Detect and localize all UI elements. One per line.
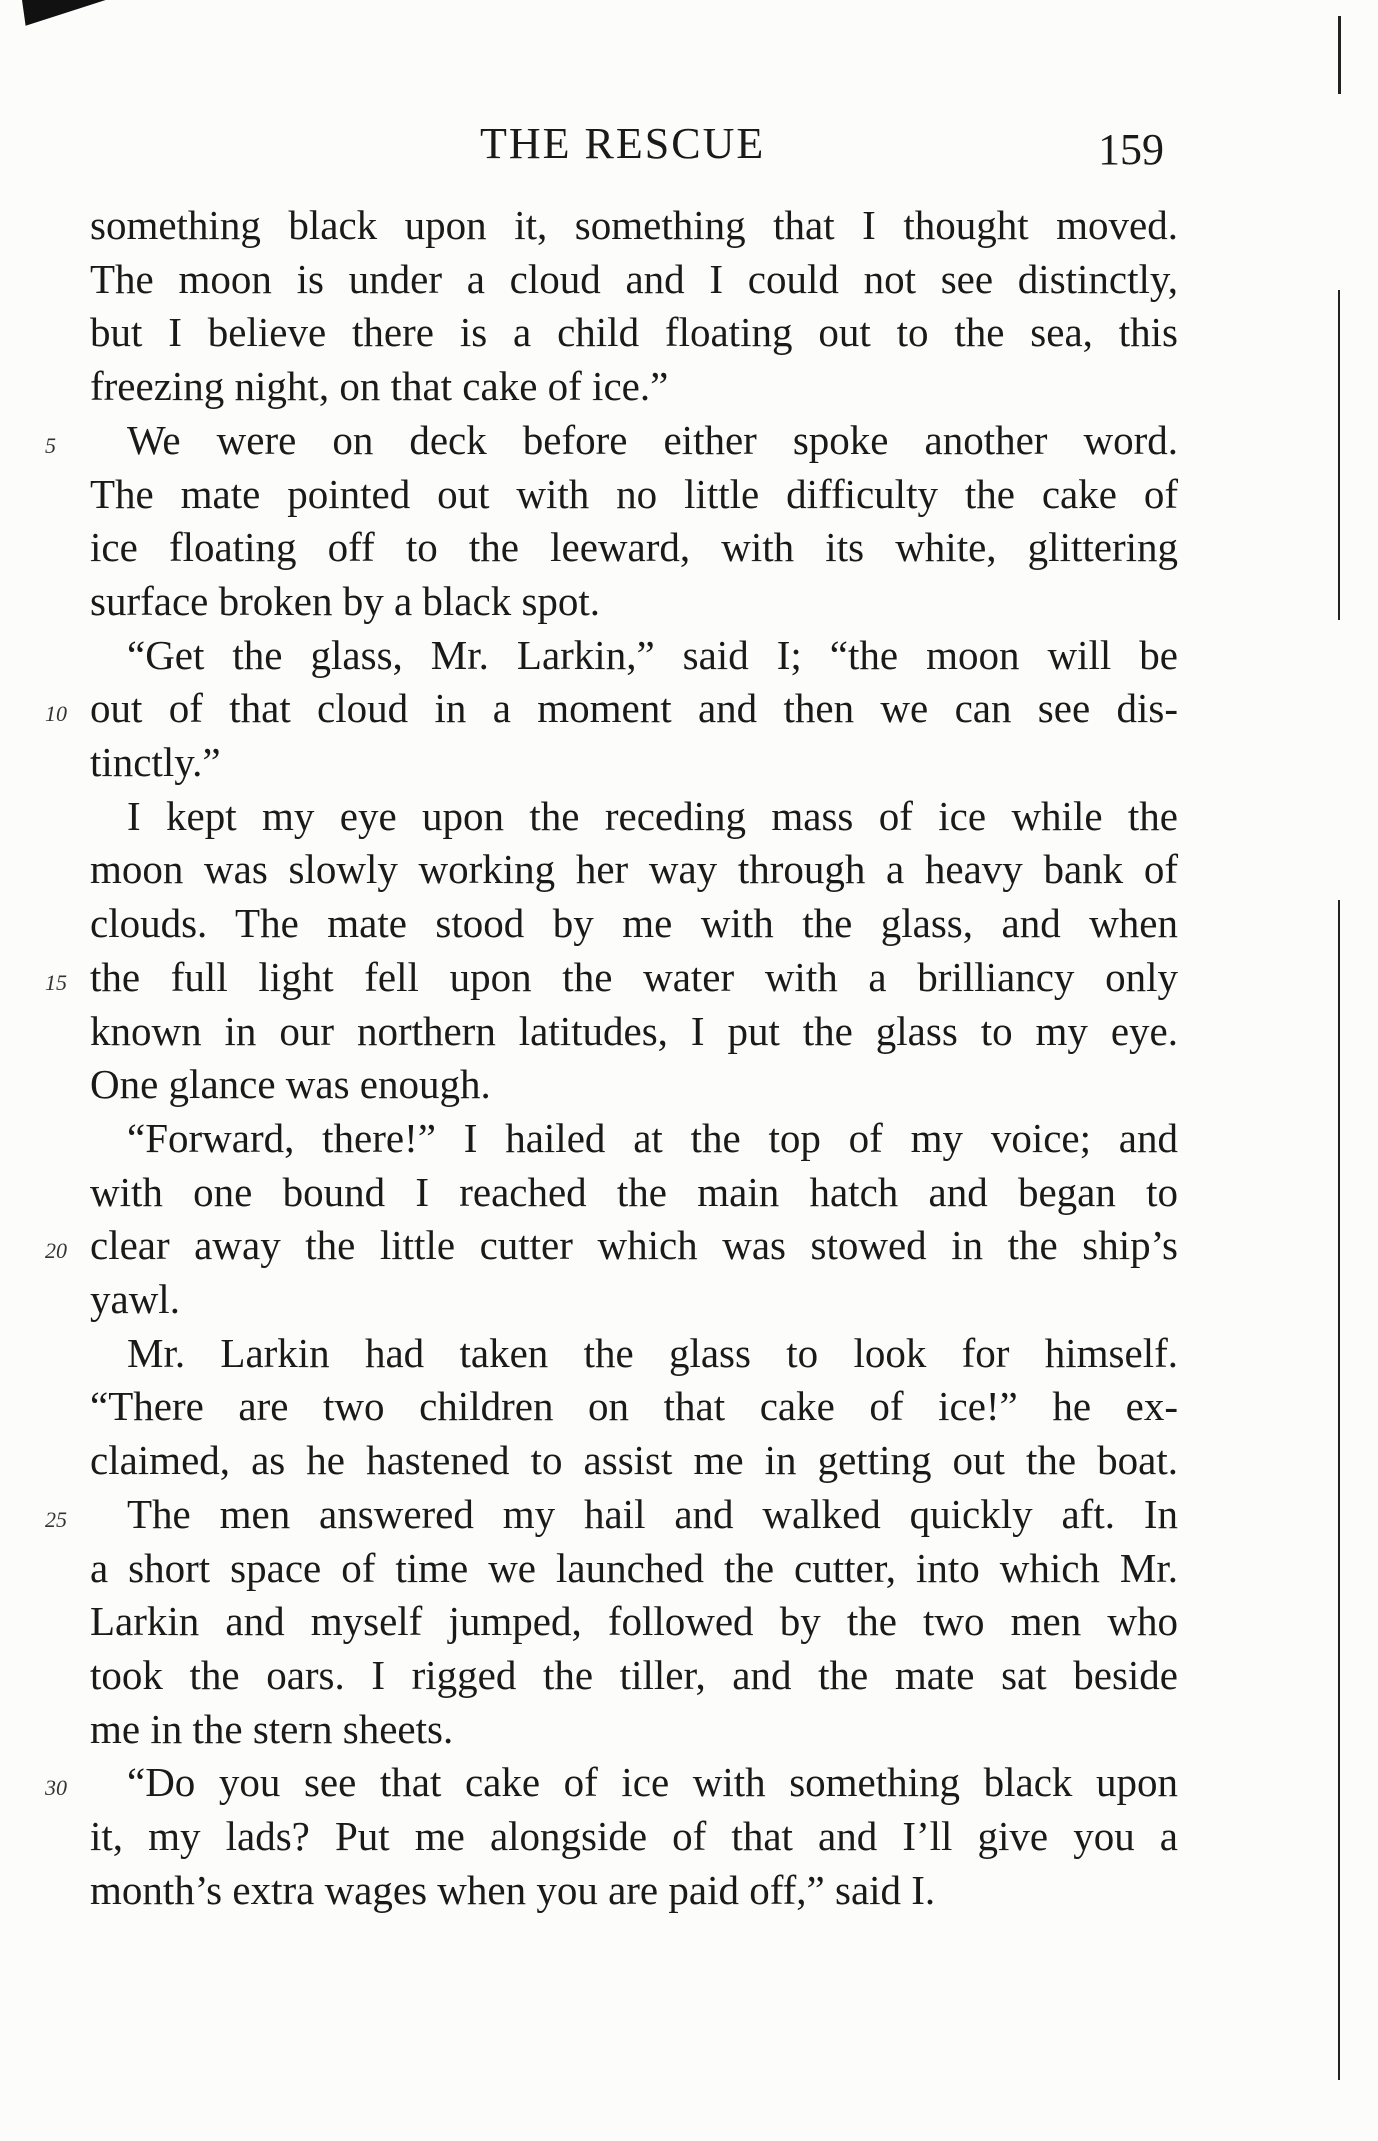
line-text: something black upon it, something that I thought moved. bbox=[90, 202, 1178, 248]
text-line bbox=[90, 1702, 1178, 1756]
line-text: Mr. Larkin had taken the glass to look for himself. bbox=[127, 1329, 1178, 1376]
line-text: tinctly.” bbox=[90, 739, 221, 785]
line-text: the full light fell upon the water with a brilliancy only bbox=[90, 953, 1178, 1000]
text-line bbox=[45, 950, 1178, 1004]
page-number: 159 bbox=[1098, 125, 1164, 174]
line-number: 25 bbox=[45, 1506, 67, 1532]
line-text: We were on deck before either spoke another word. bbox=[127, 416, 1178, 463]
text-line bbox=[90, 520, 1178, 574]
text-line bbox=[90, 1326, 1178, 1380]
line-text: “There are two children on that cake of ice!” he ex- bbox=[90, 1383, 1178, 1430]
running-head: THE RESCUE bbox=[480, 119, 766, 168]
line-text: a short space of time we launched the cutter, into which Mr. bbox=[90, 1544, 1178, 1591]
line-text: out of that cloud in a moment and then we can see dis- bbox=[90, 685, 1178, 732]
text-line bbox=[45, 1487, 1178, 1541]
line-text: yawl. bbox=[90, 1276, 180, 1322]
text-line bbox=[45, 1218, 1178, 1272]
line-text: with one bound I reached the main hatch and began to bbox=[90, 1168, 1178, 1215]
line-text: The moon is under a cloud and I could not see distinctly, bbox=[90, 255, 1178, 302]
line-text: claimed, as he hastened to assist me in getting out the boat. bbox=[90, 1437, 1178, 1484]
line-number: 15 bbox=[45, 969, 67, 995]
line-text: ice floating off to the leeward, with its white, glittering bbox=[90, 524, 1178, 571]
text-line bbox=[90, 1057, 1178, 1111]
text-line bbox=[90, 1541, 1178, 1595]
text-line bbox=[90, 305, 1178, 359]
text-line bbox=[90, 1594, 1178, 1648]
text-line bbox=[90, 628, 1178, 682]
line-text: clear away the little cutter which was stowed in the ship’s bbox=[90, 1222, 1178, 1269]
text-line bbox=[90, 735, 1178, 789]
line-text: me in the stern sheets. bbox=[90, 1705, 454, 1752]
line-text: “Forward, there!” I hailed at the top of my voice; and bbox=[127, 1114, 1178, 1161]
line-text: took the oars. I rigged the tiller, and the mate sat beside bbox=[90, 1651, 1178, 1698]
text-line bbox=[90, 1004, 1178, 1058]
text-line bbox=[90, 1433, 1178, 1487]
text-line bbox=[90, 1648, 1178, 1702]
line-text: Larkin and myself jumped, followed by the two men who bbox=[90, 1598, 1178, 1645]
text-line bbox=[90, 467, 1178, 521]
text-line bbox=[90, 198, 1178, 252]
line-text: surface broken by a black spot. bbox=[90, 577, 601, 624]
line-text: but I believe there is a child floating out to the sea, this bbox=[90, 309, 1178, 356]
text-line bbox=[90, 574, 1178, 628]
text-line bbox=[90, 252, 1178, 306]
text-line bbox=[90, 1809, 1178, 1863]
line-text: freezing night, on that cake of ice.” bbox=[90, 363, 669, 410]
line-text: “Get the glass, Mr. Larkin,” said I; “the moon will be bbox=[127, 631, 1178, 678]
text-line bbox=[45, 1755, 1178, 1809]
text-line bbox=[90, 1863, 1178, 1917]
line-text: month’s extra wages when you are paid off,” said I. bbox=[90, 1866, 936, 1913]
line-text: One glance was enough. bbox=[90, 1061, 491, 1108]
text-line bbox=[90, 1272, 1178, 1326]
line-text: “Do you see that cake of ice with something black upon bbox=[127, 1759, 1178, 1806]
line-number: 10 bbox=[45, 701, 67, 727]
line-text: clouds. The mate stood by me with the glass, and when bbox=[90, 900, 1178, 947]
line-text: it, my lads? Put me alongside of that and I’ll give you a bbox=[90, 1813, 1178, 1859]
text-line bbox=[90, 789, 1178, 843]
line-text: The mate pointed out with no little difficulty the cake of bbox=[90, 470, 1178, 517]
line-number: 20 bbox=[45, 1238, 67, 1264]
text-line bbox=[45, 413, 1178, 467]
text-line bbox=[45, 681, 1178, 735]
text-line bbox=[90, 1111, 1178, 1165]
line-text: moon was slowly working her way through a heavy bank of bbox=[90, 846, 1178, 893]
text-line bbox=[90, 1165, 1178, 1219]
line-text: The men answered my hail and walked quickly aft. In bbox=[127, 1490, 1178, 1537]
line-number: 30 bbox=[45, 1775, 67, 1801]
text-line bbox=[90, 359, 1178, 413]
line-text: I kept my eye upon the receding mass of ice while the bbox=[127, 792, 1178, 839]
line-number: 5 bbox=[45, 432, 56, 458]
text-line bbox=[90, 896, 1178, 950]
text-line bbox=[90, 842, 1178, 896]
line-text: known in our northern latitudes, I put the glass to my eye. bbox=[90, 1007, 1178, 1054]
text-line bbox=[90, 1379, 1178, 1433]
